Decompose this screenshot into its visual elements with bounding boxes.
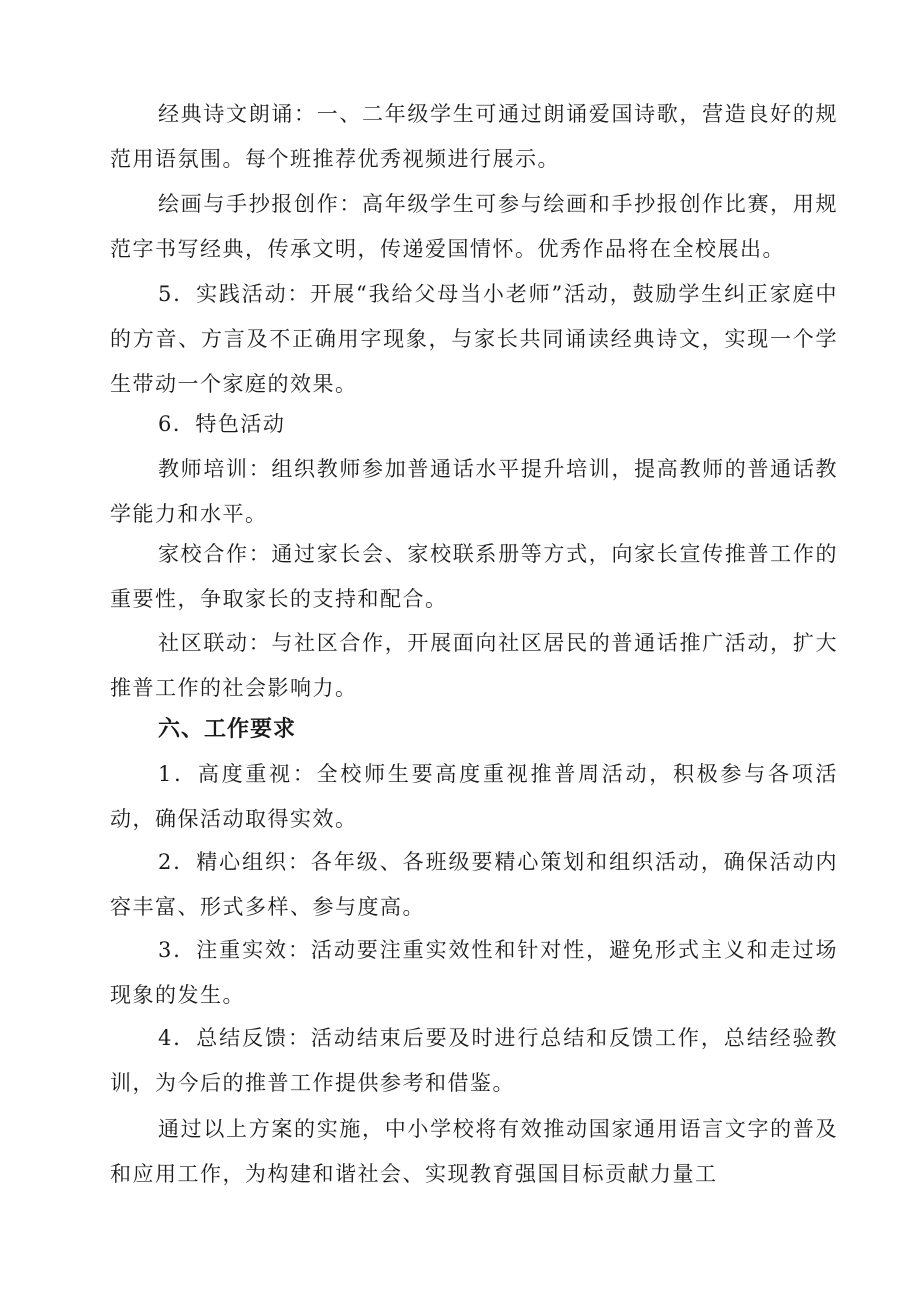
paragraph-requirement-4: 4．总结反馈：活动结束后要及时进行总结和反馈工作，总结经验教训，为今后的推普工作提供参考和借鉴。: [110, 1026, 838, 1095]
paragraph-requirement-3: 3．注重实效：活动要注重实效性和针对性，避免形式主义和走过场现象的发生。: [110, 938, 838, 1007]
paragraph-community-linkage: 社区联动：与社区合作，开展面向社区居民的普通话推广活动，扩大推普工作的社会影响力。: [110, 631, 838, 700]
paragraph-poetry-recitation: 经典诗文朗诵：一、二年级学生可通过朗诵爱国诗歌，营造良好的规范用语氛围。每个班推荐优秀视频进行展示。: [110, 102, 838, 171]
paragraph-drawing-handcopy: 绘画与手抄报创作：高年级学生可参与绘画和手抄报创作比赛，用规范字书写经典，传承文明，传递爱国情怀。优秀作品将在全校展出。: [110, 192, 838, 261]
paragraph-home-school-cooperation: 家校合作：通过家长会、家校联系册等方式，向家长宣传推普工作的重要性，争取家长的支持和配合。: [110, 542, 838, 611]
paragraph-special-activity-title: 6．特色活动: [158, 412, 286, 436]
paragraph-conclusion: 通过以上方案的实施，中小学校将有效推动国家通用语言文字的普及和应用工作，为构建和谐社会、实现教育强国目标贡献力量工: [110, 1117, 838, 1186]
paragraph-requirement-1: 1．高度重视：全校师生要高度重视推普周活动，积极参与各项活动，确保活动取得实效。: [110, 762, 838, 831]
paragraph-teacher-training: 教师培训：组织教师参加普通话水平提升培训，提高教师的普通话教学能力和水平。: [110, 457, 838, 526]
paragraph-requirement-2: 2．精心组织：各年级、各班级要精心策划和组织活动，确保活动内容丰富、形式多样、参与度高。: [110, 850, 838, 919]
paragraph-practice-activity: 5．实践活动：开展“我给父母当小老师”活动，鼓励学生纠正家庭中的方音、方言及不正确用字现象，与家长共同诵读经典诗文，实现一个学生带动一个家庭的效果。: [110, 282, 838, 396]
section-heading-work-requirements: 六、工作要求: [158, 717, 297, 742]
